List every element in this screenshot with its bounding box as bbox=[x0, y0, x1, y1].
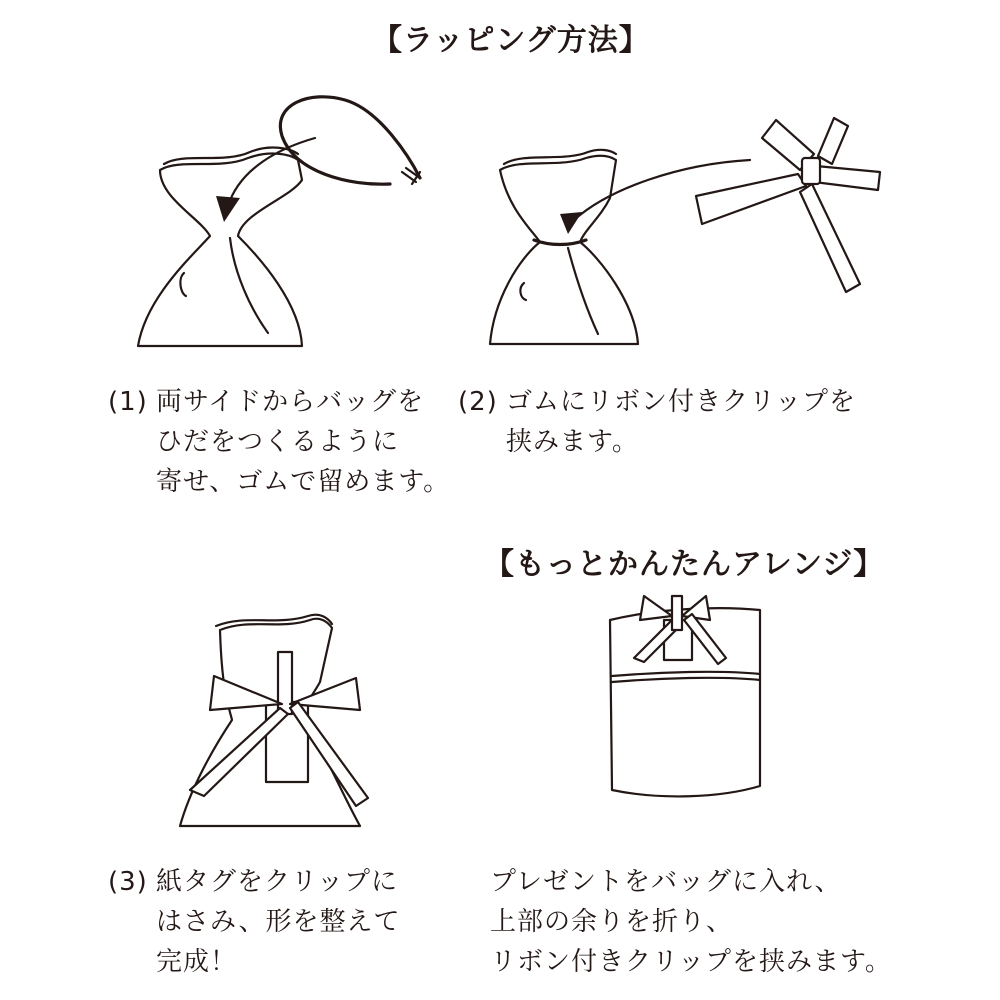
step-text: はさみ、形を整えて bbox=[156, 907, 401, 937]
step2-illustration bbox=[460, 108, 920, 348]
step-text: 寄せ、ゴムで留めます。 bbox=[156, 467, 451, 497]
arrange-text: リボン付きクリップを挟みます。 bbox=[490, 947, 892, 977]
step-2-instructions bbox=[458, 382, 856, 462]
step1-illustration bbox=[120, 88, 450, 348]
step-3-instructions bbox=[108, 862, 401, 982]
arrange-instructions bbox=[490, 862, 892, 982]
step-1-instructions bbox=[108, 382, 450, 502]
wrapping-method-title: 【ラッピング方法】 bbox=[372, 23, 650, 58]
step-text: 完成！ bbox=[156, 947, 238, 977]
step-text: 両サイドからバッグを bbox=[156, 387, 425, 417]
step3-illustration bbox=[160, 600, 400, 830]
arrange-text: 上部の余りを折り、 bbox=[490, 907, 734, 937]
arrange-text: プレゼントをバッグに入れ、 bbox=[490, 867, 842, 897]
step-text: 紙タグをクリップに bbox=[156, 867, 398, 897]
step-number: (1) bbox=[108, 387, 148, 417]
step-text: ゴムにリボン付きクリップを bbox=[506, 387, 856, 417]
step-number: (2) bbox=[458, 387, 498, 417]
step-text: ひだをつくるように bbox=[156, 427, 400, 457]
step-text: 挟みます。 bbox=[506, 427, 639, 457]
step-number: (3) bbox=[108, 867, 148, 897]
arrange-title: 【もっとかんたんアレンジ】 bbox=[484, 547, 885, 582]
arrange-illustration bbox=[600, 590, 780, 820]
